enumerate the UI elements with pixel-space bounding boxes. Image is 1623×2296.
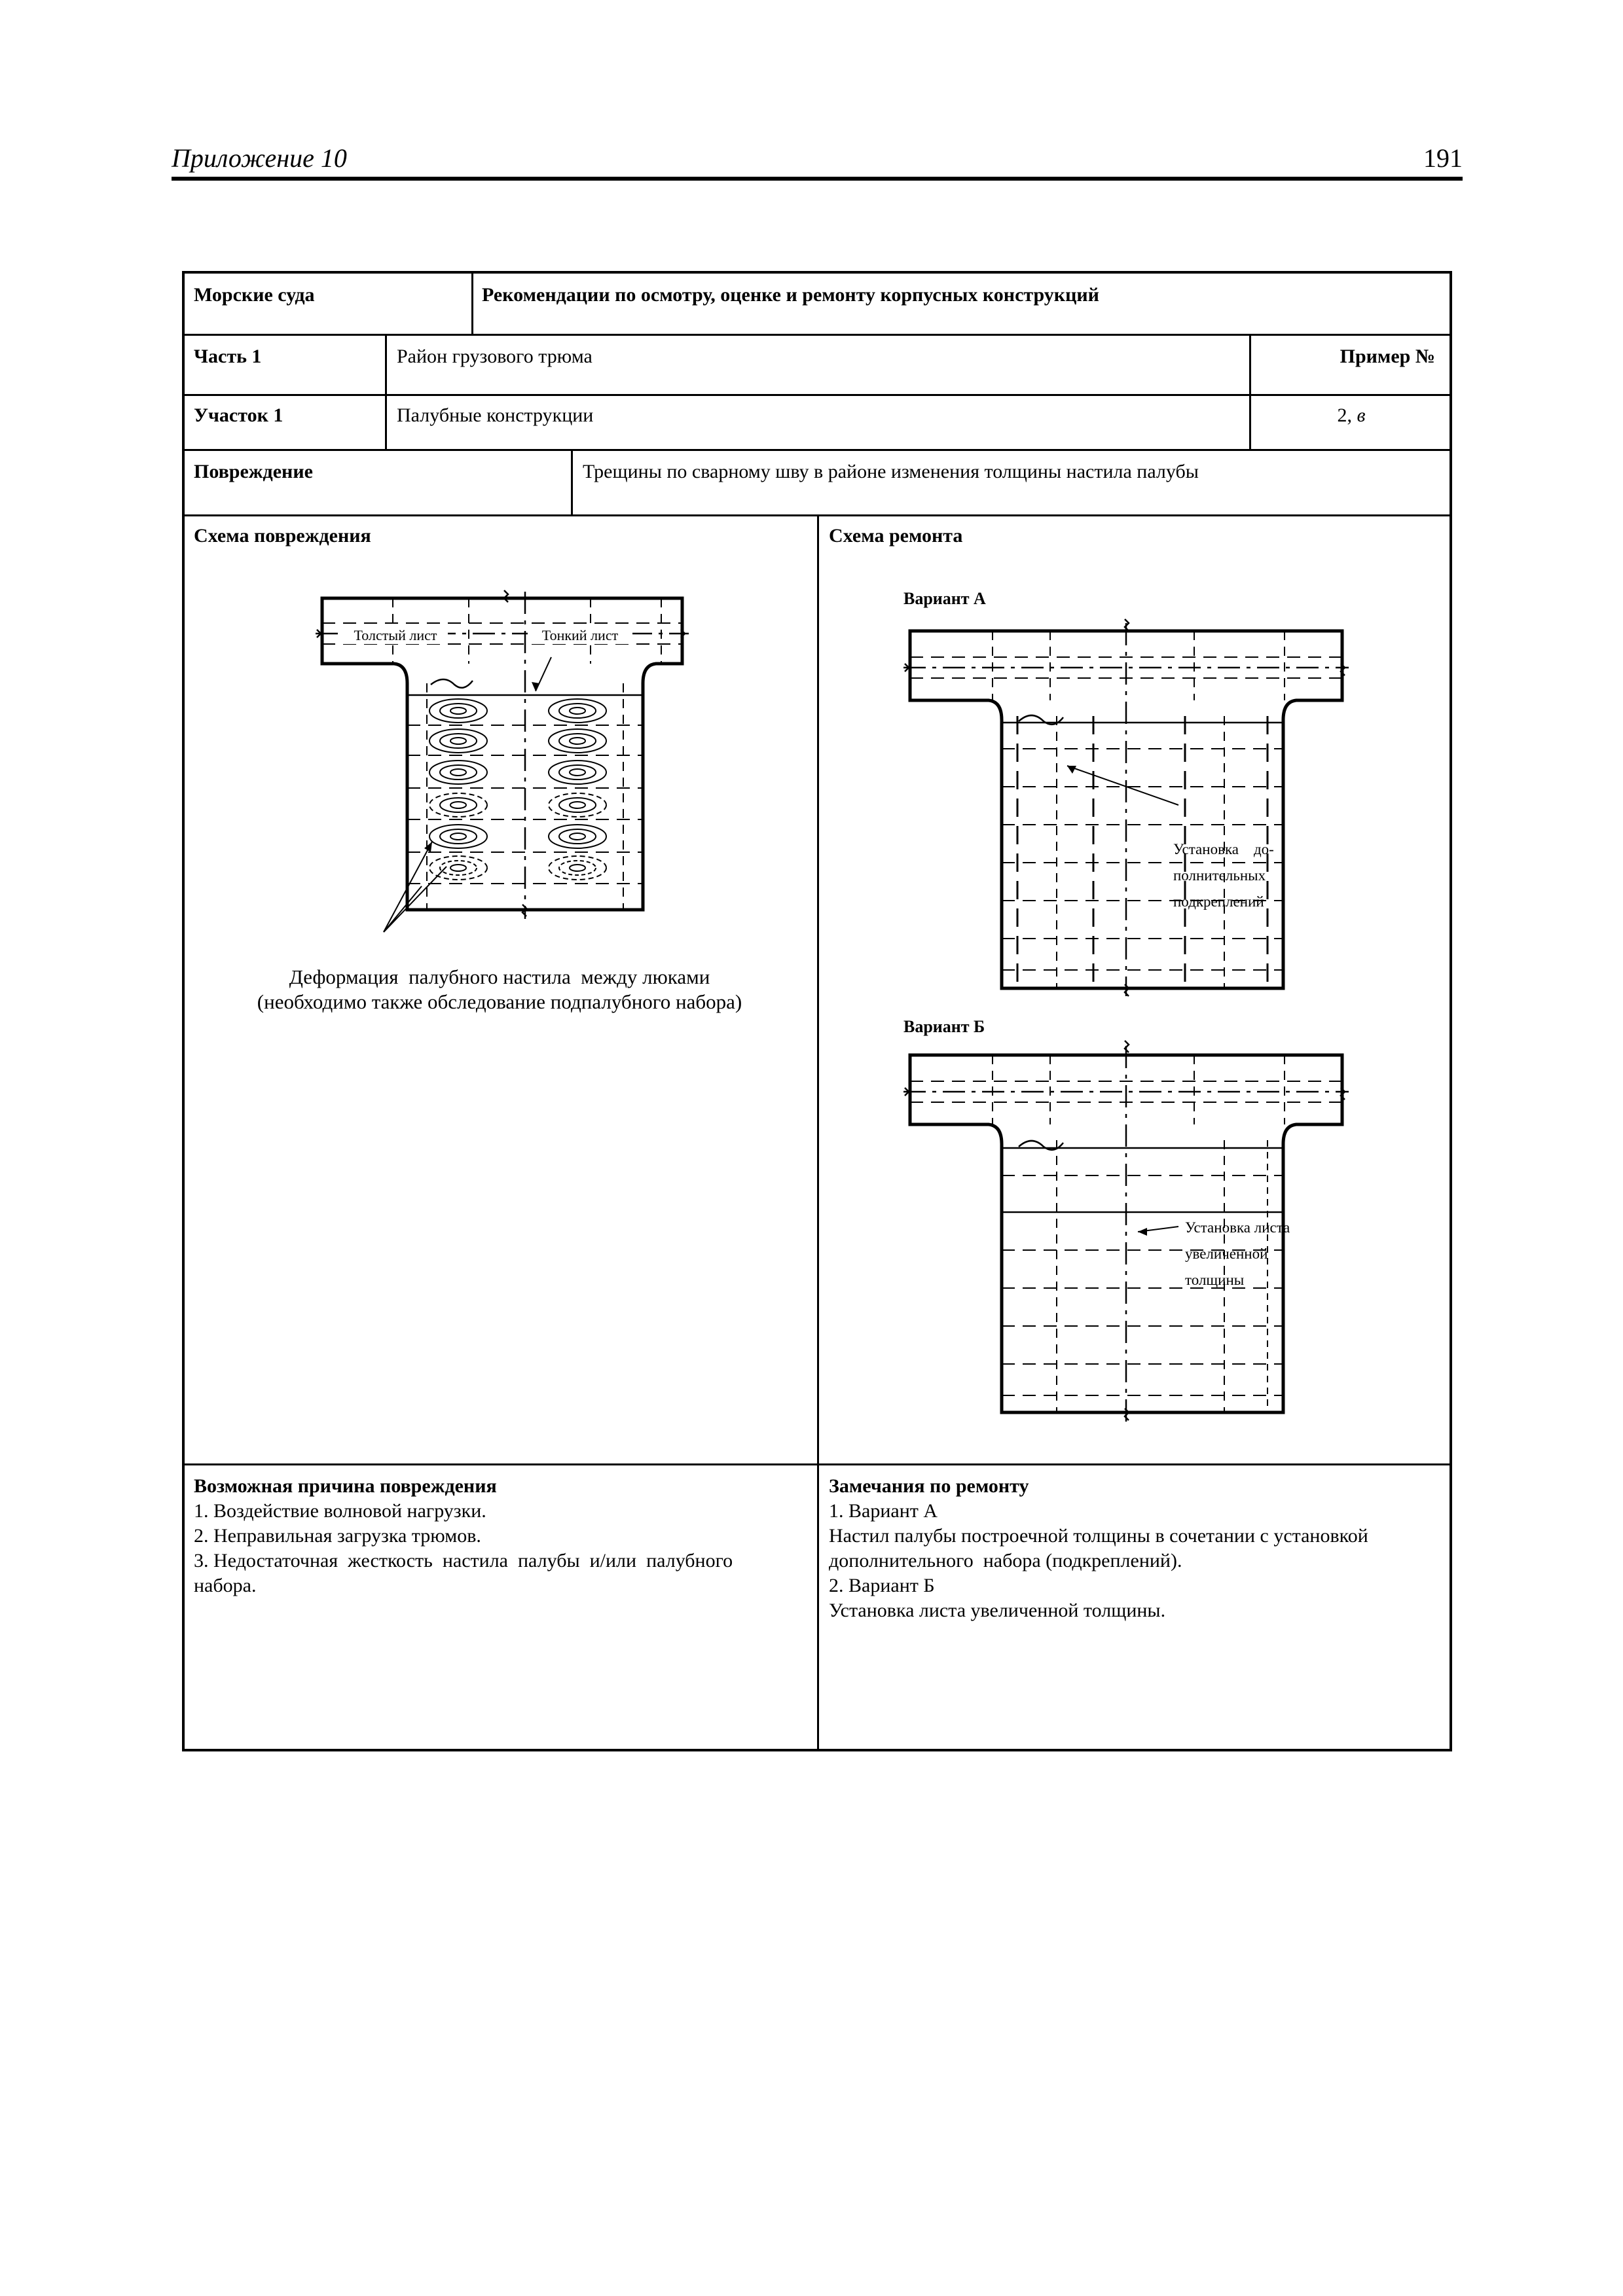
running-head bbox=[172, 143, 1463, 177]
example-label: Пример № bbox=[1340, 346, 1435, 367]
damage-label: Повреждение bbox=[194, 461, 313, 482]
variant-a-note-line3: подкреплений bbox=[1173, 893, 1264, 910]
variant-a-label: Вариант А bbox=[903, 589, 986, 608]
example-letter: в bbox=[1357, 404, 1366, 426]
causes-heading: Возможная причина повреждения bbox=[194, 1475, 497, 1497]
repair-notes-heading: Замечания по ремонту bbox=[829, 1475, 1029, 1497]
variant-b-label: Вариант Б bbox=[903, 1017, 985, 1036]
variant-a-note-line1: Установка до- bbox=[1173, 841, 1274, 857]
cause-item: 2. Неправильная загрузка трюмов. bbox=[194, 1525, 481, 1547]
form-rule bbox=[385, 334, 387, 449]
repair-note-line: дополнительного набора (подкреплений). bbox=[829, 1550, 1182, 1571]
inspection-form bbox=[182, 271, 1452, 1751]
form-rule bbox=[571, 449, 573, 514]
part-label: Часть 1 bbox=[194, 346, 262, 367]
cause-item: 1. Воздействие волновой нагрузки. bbox=[194, 1500, 486, 1522]
variant-a-note-line2: полнительных bbox=[1173, 867, 1266, 884]
cause-item-continued: набора. bbox=[194, 1575, 257, 1596]
form-rule bbox=[1249, 334, 1251, 449]
vessel-type: Морские суда bbox=[194, 284, 315, 306]
variant-b-note-line1: Установка листа bbox=[1185, 1219, 1290, 1236]
variant-b-note-line3: толщины bbox=[1185, 1272, 1245, 1288]
page-number: 191 bbox=[1423, 143, 1463, 173]
cause-item: 3. Недостаточная жесткость настила палубы и/или палубного bbox=[194, 1550, 733, 1571]
section-value: Палубные конструкции bbox=[397, 404, 594, 426]
damage-scheme-label: Схема повреждения bbox=[194, 525, 371, 547]
form-rule bbox=[817, 514, 819, 1749]
form-rule bbox=[185, 449, 1450, 451]
damage-scheme-drawing bbox=[316, 585, 735, 952]
variant-b-drawing bbox=[903, 1031, 1375, 1437]
thick-plate-label: Толстый лист bbox=[354, 627, 437, 643]
example-value bbox=[1258, 403, 1444, 428]
header-rule bbox=[172, 177, 1463, 181]
thin-plate-label: Тонкий лист bbox=[541, 627, 619, 643]
section-label: Участок 1 bbox=[194, 404, 283, 426]
appendix-title: Приложение 10 bbox=[172, 143, 347, 173]
form-rule bbox=[185, 334, 1450, 336]
repair-scheme-label: Схема ремонта bbox=[829, 525, 963, 547]
variant-b-note-line2: увеличенной bbox=[1185, 1246, 1268, 1262]
damage-caption-line1: Деформация палубного настила между люками bbox=[289, 965, 710, 988]
repair-note-line: 2. Вариант Б bbox=[829, 1575, 935, 1596]
form-rule bbox=[185, 394, 1450, 396]
repair-note-line: Настил палубы построечной толщины в сочетании с установкой bbox=[829, 1525, 1368, 1547]
part-value: Район грузового трюма bbox=[397, 346, 593, 367]
example-number: 2, bbox=[1337, 404, 1357, 426]
damage-value: Трещины по сварному шву в районе изменения толщины настила палубы bbox=[583, 461, 1199, 482]
repair-note-line: Установка листа увеличенной толщины. bbox=[829, 1600, 1166, 1621]
variant-a-drawing bbox=[903, 606, 1375, 999]
form-rule bbox=[471, 274, 473, 334]
repair-note-line: 1. Вариант А bbox=[829, 1500, 938, 1522]
document-title: Рекомендации по осмотру, оценке и ремонту корпусных конструкций bbox=[482, 284, 1099, 306]
damage-caption-line2: (необходимо также обследование подпалубного набора) bbox=[257, 990, 742, 1013]
